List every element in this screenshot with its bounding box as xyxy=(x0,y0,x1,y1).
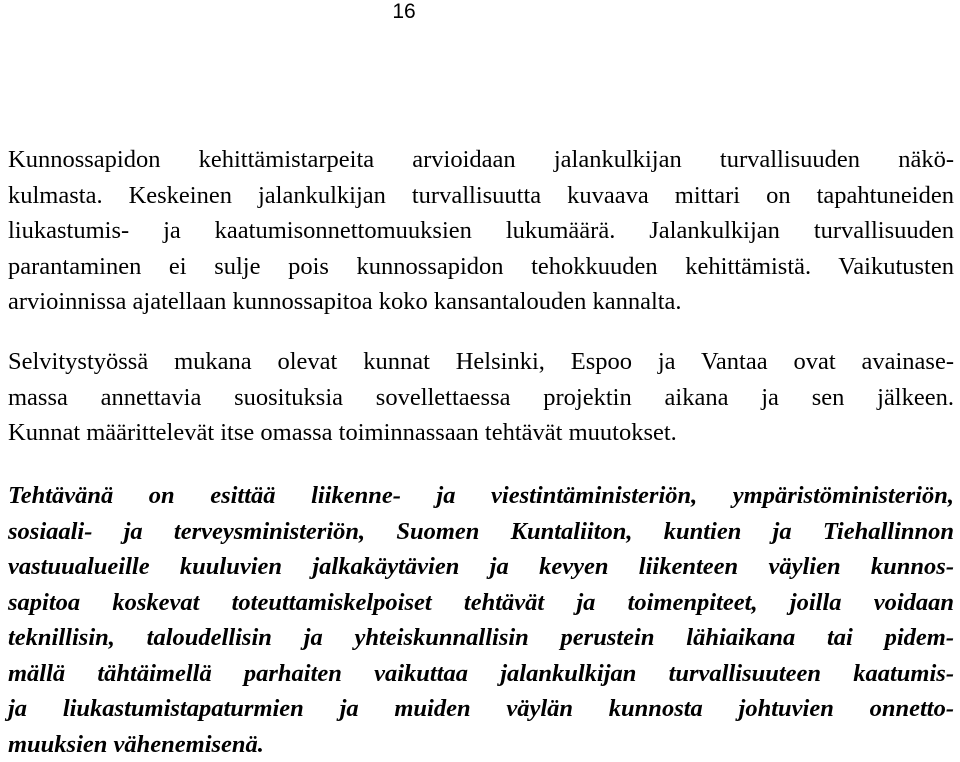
text-line: massa annettavia suosituksia sovellettaessa projektin aikana ja sen jälkeen. xyxy=(8,380,954,416)
text-line: kulmasta. Keskeinen jalankulkijan turvallisuutta kuvaava mittari on tapahtuneiden xyxy=(8,178,954,214)
paragraph-task-statement xyxy=(8,478,954,762)
text-line: arvioinnissa ajatellaan kunnossapitoa koko kansantalouden kannalta. xyxy=(8,284,954,320)
text-line: parantaminen ei sulje pois kunnossapidon tehokkuuden kehittämistä. Vaikutusten xyxy=(8,249,954,285)
text-line: vastuualueille kuuluvien jalkakäytävien ja kevyen liikenteen väylien kunnos- xyxy=(8,549,954,585)
text-line: Kunnat määrittelevät itse omassa toiminnassaan tehtävät muutokset. xyxy=(8,415,954,451)
text-line: mällä tähtäimellä parhaiten vaikuttaa jalankulkijan turvallisuuteen kaatumis- xyxy=(8,656,954,692)
text-line: Tehtävänä on esittää liikenne- ja viestintäministeriön, ympäristöministeriön, xyxy=(8,478,954,514)
text-line: liukastumis- ja kaatumisonnettomuuksien lukumäärä. Jalankulkijan turvallisuuden xyxy=(8,213,954,249)
paragraph-assessment xyxy=(8,142,954,320)
text-line: sapitoa koskevat toteuttamiskelpoiset tehtävät ja toimenpiteet, joilla voidaan xyxy=(8,585,954,621)
text-line: ja liukastumistapaturmien ja muiden väylän kunnosta johtuvien onnetto- xyxy=(8,691,954,727)
page-number: 16 xyxy=(0,0,808,24)
text-line: teknillisin, taloudellisin ja yhteiskunnallisin perustein lähiaikana tai pidem- xyxy=(8,620,954,656)
paragraph-municipalities xyxy=(8,344,954,451)
text-line: Kunnossapidon kehittämistarpeita arvioidaan jalankulkijan turvallisuuden näkö- xyxy=(8,142,954,178)
text-line: Selvitystyössä mukana olevat kunnat Helsinki, Espoo ja Vantaa ovat avainase- xyxy=(8,344,954,380)
text-line: sosiaali- ja terveysministeriön, Suomen Kuntaliiton, kuntien ja Tiehallinnon xyxy=(8,514,954,550)
text-line: muuksien vähenemisenä. xyxy=(8,727,954,762)
